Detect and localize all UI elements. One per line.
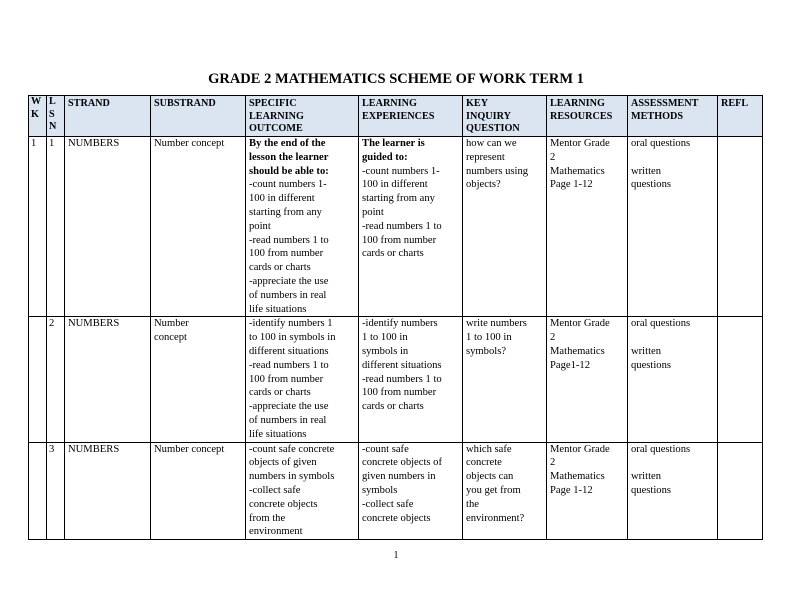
cell-lesson: 2	[47, 317, 65, 442]
cell-question: how can we represent numbers using objects?	[463, 137, 547, 317]
cell-reflection	[718, 137, 763, 317]
cell-strand: NUMBERS	[65, 317, 151, 442]
header-substrand: SUBSTRAND	[151, 96, 246, 137]
cell-reflection	[718, 317, 763, 442]
cell-outcome	[246, 137, 359, 317]
cell-assessment: oral questions written questions	[628, 137, 718, 317]
table-row	[29, 317, 763, 442]
cell-question: write numbers 1 to 100 in symbols?	[463, 317, 547, 442]
table-row	[29, 137, 763, 317]
cell-strand: NUMBERS	[65, 442, 151, 540]
cell-outcome: -identify numbers 1 to 100 in symbols in different situations -read numbers 1 to 100 from number cards or charts -appreciate the use of numbers in real life situations	[246, 317, 359, 442]
header-question: KEY INQUIRY QUESTION	[463, 96, 547, 137]
table-row	[29, 442, 763, 540]
cell-assessment: oral questions written questions	[628, 442, 718, 540]
cell-substrand: Number concept	[151, 317, 246, 442]
scheme-of-work-table	[28, 95, 763, 540]
experience-intro: The learner is guided to:	[362, 138, 425, 163]
outcome-text: -count numbers 1- 100 in different starting from any point -read numbers 1 to 100 from number cards or charts -appreciate the use of numbers in real life situations	[249, 179, 329, 315]
cell-assessment: oral questions written questions	[628, 317, 718, 442]
header-reflection: REFL	[718, 96, 763, 137]
cell-lesson: 1	[47, 137, 65, 317]
header-strand: STRAND	[65, 96, 151, 137]
page-number: 1	[393, 550, 399, 561]
header-experiences: LEARNING EXPERIENCES	[359, 96, 463, 137]
cell-substrand: Number concept	[151, 442, 246, 540]
cell-reflection	[718, 442, 763, 540]
header-assessment: ASSESSMENT METHODS	[628, 96, 718, 137]
cell-question: which safe concrete objects can you get from the environment?	[463, 442, 547, 540]
experience-text: -count numbers 1- 100 in different starting from any point -read numbers 1 to 100 from number cards or charts	[362, 165, 442, 260]
cell-resources: Mentor Grade 2 Mathematics Page1-12	[547, 317, 628, 442]
cell-lesson: 3	[47, 442, 65, 540]
cell-substrand: Number concept	[151, 137, 246, 317]
cell-experiences	[359, 137, 463, 317]
cell-resources: Mentor Grade 2 Mathematics Page 1-12	[547, 137, 628, 317]
document-title: GRADE 2 MATHEMATICS SCHEME OF WORK TERM 1	[208, 71, 584, 87]
cell-week	[29, 317, 47, 442]
cell-outcome: -count safe concrete objects of given numbers in symbols -collect safe concrete objects from the environment	[246, 442, 359, 540]
cell-week: 1	[29, 137, 47, 317]
table-header-row	[29, 96, 763, 137]
cell-strand: NUMBERS	[65, 137, 151, 317]
cell-experiences: -identify numbers 1 to 100 in symbols in different situations -read numbers 1 to 100 from number cards or charts	[359, 317, 463, 442]
cell-experiences: -count safe concrete objects of given numbers in symbols -collect safe concrete objects	[359, 442, 463, 540]
header-resources: LEARNING RESOURCES	[547, 96, 628, 137]
header-outcome: SPECIFIC LEARNING OUTCOME	[246, 96, 359, 137]
header-week: W K	[29, 96, 47, 137]
cell-week	[29, 442, 47, 540]
header-lesson: L S N	[47, 96, 65, 137]
outcome-intro: By the end of the lesson the learner should be able to:	[249, 138, 329, 177]
cell-resources: Mentor Grade 2 Mathematics Page 1-12	[547, 442, 628, 540]
